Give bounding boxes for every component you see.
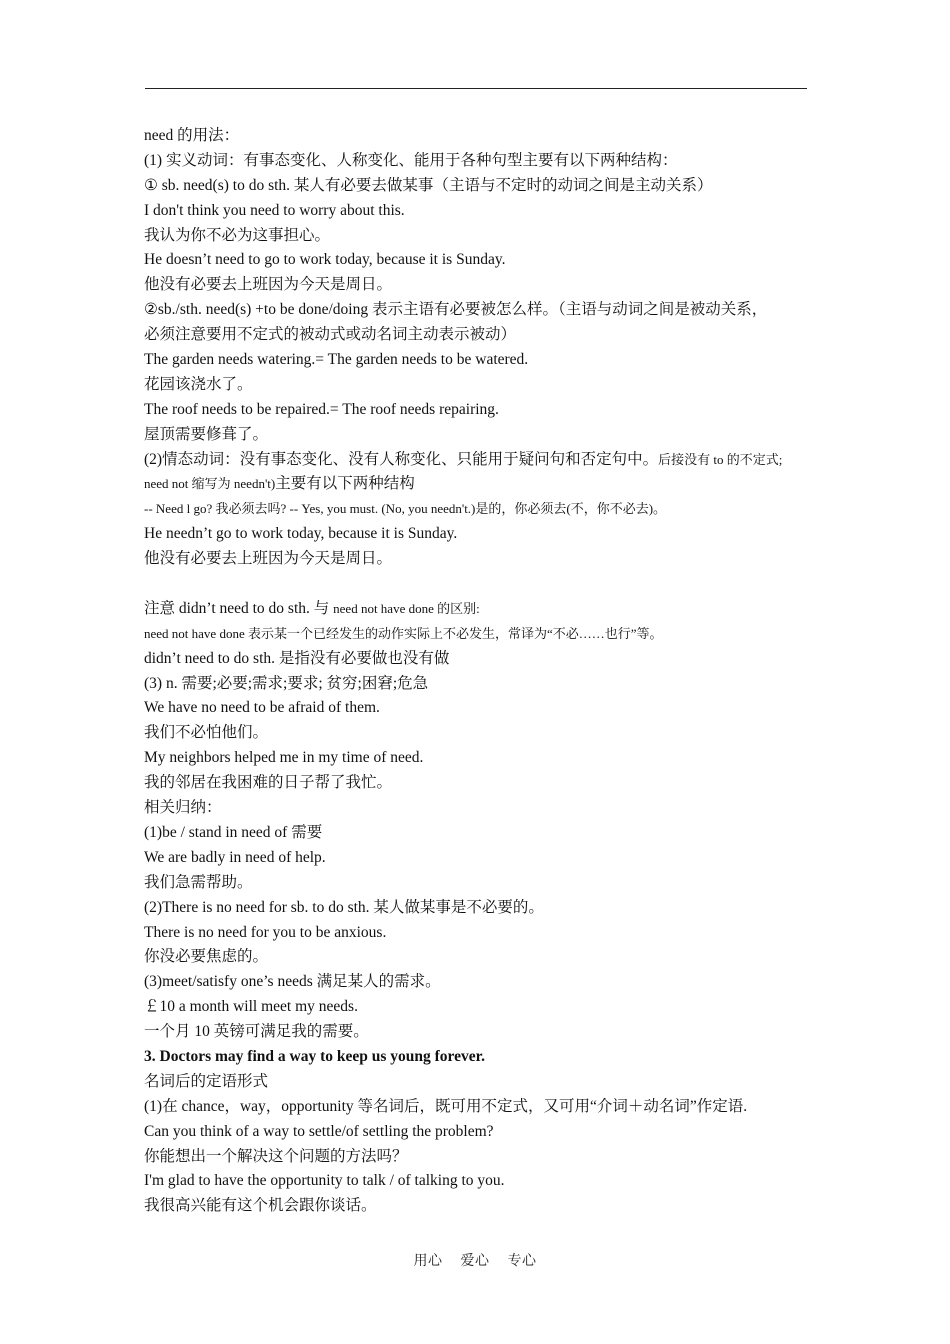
- text-line: ￡10 a month will meet my needs.: [144, 998, 358, 1016]
- text-line: 他没有必要去上班因为今天是周日。: [144, 276, 393, 294]
- text-line: We are badly in need of help.: [144, 848, 326, 866]
- text-line: need not 缩写为 needn't)主要有以下两种结构: [144, 475, 415, 493]
- text-line: He needn’t go to work today, because it is Sunday.: [144, 525, 458, 543]
- text-line: (3) n. 需要;必要;需求;要求; 贫穷;困窘;危急: [144, 674, 429, 692]
- text-line: 相关归纳：: [144, 799, 222, 817]
- text-line: (1)be / stand in need of 需要: [144, 823, 323, 841]
- text-line: 我们急需帮助。: [144, 873, 253, 891]
- text-line: My neighbors helped me in my time of need.: [144, 749, 424, 767]
- text-line: (2)There is no need for sb. to do sth. 某人做某事是不必要的。: [144, 898, 544, 916]
- text-line: 一个月 10 英镑可满足我的需要。: [144, 1023, 369, 1041]
- text-line: 你能想出一个解决这个问题的方法吗？: [144, 1147, 408, 1165]
- text-line: (1) 实义动词：有事态变化、人称变化、能用于各种句型主要有以下两种结构：: [144, 151, 678, 169]
- text-line: I don't think you need to worry about this.: [144, 201, 405, 219]
- text-line: We have no need to be afraid of them.: [144, 699, 380, 717]
- text-line: ① sb. need(s) to do sth. 某人有必要去做某事（主语与不定时的动词之间是主动关系）: [144, 176, 713, 194]
- text-line: Can you think of a way to settle/of settling the problem?: [144, 1122, 494, 1140]
- text-line: The garden needs watering.= The garden needs to be watered.: [144, 351, 529, 369]
- text-line: ②sb./sth. need(s) +to be done/doing 表示主语有必要被怎么样。（主语与动词之间是被动关系，: [144, 301, 768, 319]
- text-line: didn’t need to do sth. 是指没有必要做也没有做: [144, 649, 450, 667]
- blank-line: [144, 572, 834, 597]
- text-line: 我很高兴能有这个机会跟你谈话。: [144, 1197, 377, 1215]
- text-line: He doesn’t need to go to work today, because it is Sunday.: [144, 251, 506, 269]
- text-line: The roof needs to be repaired.= The roof needs repairing.: [144, 400, 499, 418]
- text-line: 我们不必怕他们。: [144, 724, 269, 742]
- text-line: (1)在 chance，way，opportunity 等名词后，既可用不定式，又可用“介词＋动名词”作定语.: [144, 1097, 748, 1115]
- text-line: need 的用法：: [144, 127, 240, 144]
- text-line: I'm glad to have the opportunity to talk / of talking to you.: [144, 1172, 505, 1190]
- text-line: 我认为你不必为这事担心。: [144, 226, 331, 244]
- text-line: 他没有必要去上班因为今天是周日。: [144, 550, 393, 568]
- text-line: 名词后的定语形式: [144, 1072, 269, 1090]
- text-line: (2)情态动词：没有事态变化、没有人称变化、只能用于疑问句和否定句中。后接没有 to 的不定式;: [144, 450, 783, 468]
- document-body: [144, 124, 834, 1219]
- page-footer: 用心 爱心 专心: [413, 1254, 537, 1269]
- text-line: -- Need l go? 我必须去吗? -- Yes, you must. (No, you needn't.)是的，你必须去(不，你不必去)。: [144, 501, 667, 517]
- text-line: 3. Doctors may find a way to keep us young forever.: [144, 1047, 485, 1065]
- text-line: (3)meet/satisfy one’s needs 满足某人的需求。: [144, 973, 441, 991]
- text-line: 你没必要焦虑的。: [144, 948, 269, 966]
- text-line: 花园该浇水了。: [144, 375, 253, 393]
- text-line: There is no need for you to be anxious.: [144, 923, 387, 941]
- text-line: 屋顶需要修葺了。: [144, 425, 269, 443]
- text-line: need not have done 表示某一个已经发生的动作实际上不必发生，常译为“不必……也行”等。: [144, 625, 663, 641]
- text-line: 注意 didn’t need to do sth. 与 need not have done 的区别:: [144, 599, 480, 617]
- text-line: 我的邻居在我困难的日子帮了我忙。: [144, 774, 393, 792]
- text-line: 必须注意要用不定式的被动式或动名词主动表示被动）: [144, 326, 517, 344]
- header-rule: [145, 88, 807, 89]
